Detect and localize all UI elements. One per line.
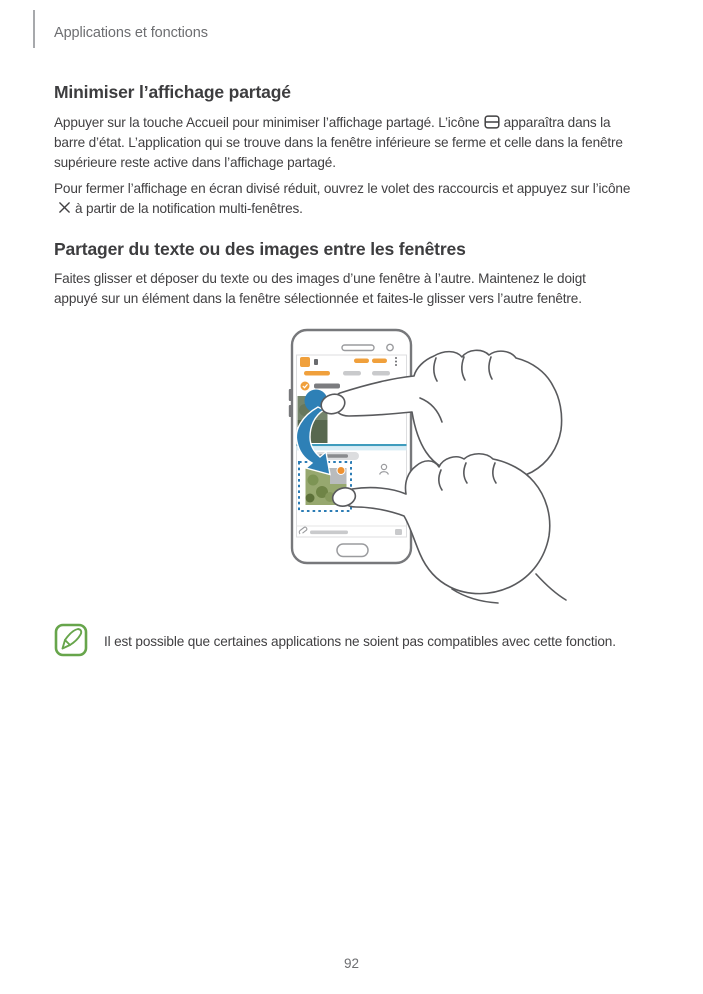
heading-minimize-split-view: Minimiser l’affichage partagé [54,82,291,102]
running-header: Applications et fonctions [54,25,208,41]
toolbar-glyph [314,359,318,365]
heading-share-content: Partager du texte ou des images entre les fenêtres [54,239,466,259]
toolbar-button [372,359,387,364]
checkbox-checked [301,382,310,391]
tab-inactive [372,371,390,376]
paragraph-text: apparaîtra dans la barre d’état. L’application qui se trouve dans la fenêtre inférieure se ferme et celle dans la fenêtre supérieure reste active dans l’affichage partagé. [54,115,623,170]
tab-active [304,371,330,376]
paragraph-text: Appuyer sur la touche Accueil pour minimiser l’affichage partagé. L’icône [54,115,480,130]
volume-button [289,405,292,417]
paragraph-text: Pour fermer l’affichage en écran divisé réduit, ouvrez le volet des raccourcis et appuyez sur l’icône [54,181,631,196]
note-text: Il est possible que certaines applications ne soient pas compatibles avec cette fonction. [104,634,616,649]
toolbar-button [354,359,369,364]
paragraph-text: à partir de la notification multi-fenêtres. [75,201,303,216]
wrist-line [536,574,566,600]
page-number: 92 [343,956,360,971]
kebab-menu-icon [395,357,397,359]
date-label [314,384,340,389]
app-icon [300,357,310,367]
volume-button [289,389,292,401]
send-icon [395,529,402,535]
paragraph-share-1: Faites glisser et déposer du texte ou des images d’une fenêtre à l’autre. Maintenez le doigt appuyé sur un élément dans la fenêtre sélectionnée et faites-le glisser vers l’autre fenêtre. [54,271,586,306]
home-button [337,544,368,557]
count-badge [337,467,345,475]
tab-inactive [343,371,361,376]
note-pencil-icon [54,623,88,657]
compose-placeholder [310,531,348,535]
